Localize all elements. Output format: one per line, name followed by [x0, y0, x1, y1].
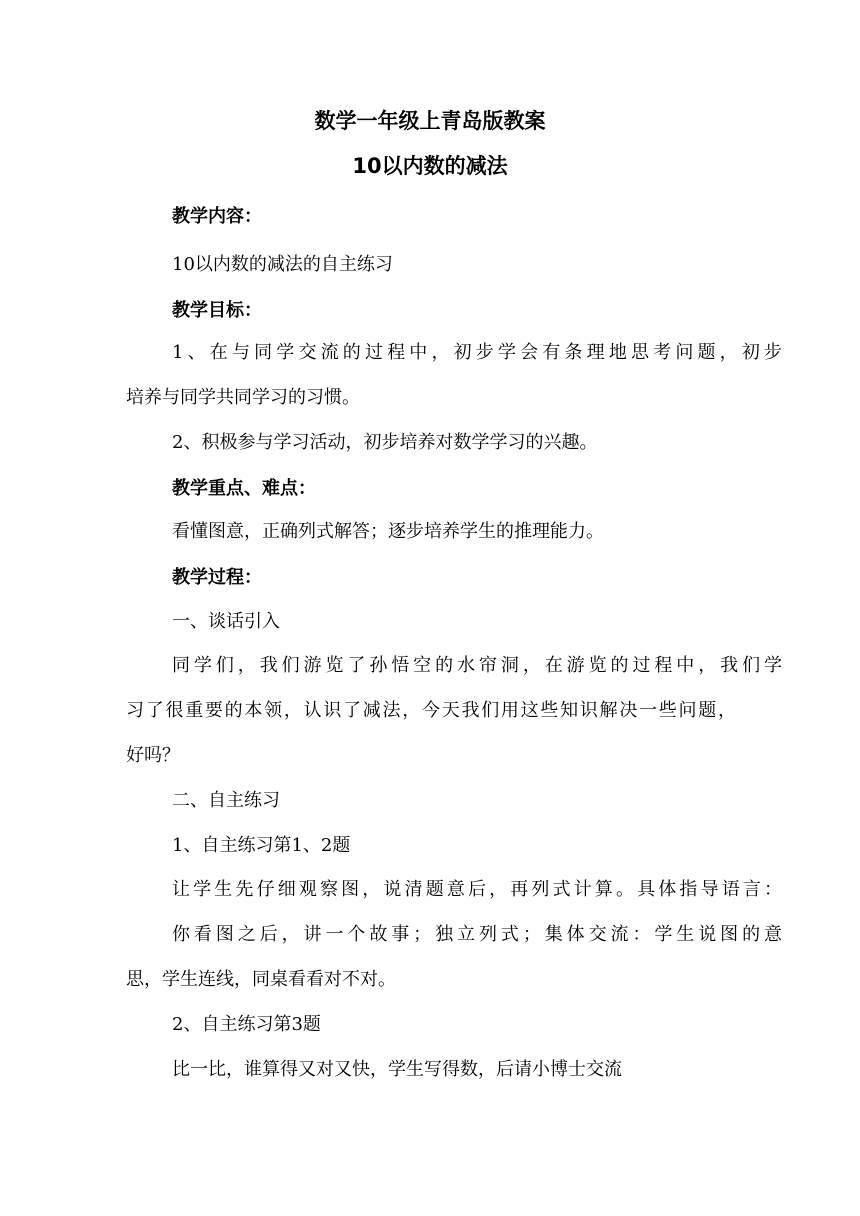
document-title: 数学一年级上青岛版教案: [314, 109, 546, 133]
heading-key-points: 教学重点、难点：: [172, 478, 316, 499]
section-heading: 一、谈话引入: [172, 611, 280, 632]
paragraph-line: 你看图之后，讲一个故事；独立列式；集体交流：学生说图的意: [172, 924, 782, 945]
subsection-heading: 2、自主练习第3题: [172, 1014, 321, 1035]
paragraph-line: 看懂图意，正确列式解答；逐步培养学生的推理能力。: [172, 521, 604, 542]
paragraph-line: 让学生先仔细观察图，说清题意后，再列式计算。具体指导语言：: [172, 879, 782, 900]
paragraph-line: 培养与同学共同学习的习惯。: [126, 387, 360, 408]
paragraph-line: 好吗？: [126, 745, 180, 766]
paragraph-line: 1、在与同学交流的过程中，初步学会有条理地思考问题，初步: [172, 342, 782, 363]
heading-teaching-content: 教学内容：: [172, 206, 262, 227]
paragraph-line: 习了很重要的本领，认识了减法，今天我们用这些知识解决一些问题，: [126, 700, 736, 721]
paragraph-line: 2、积极参与学习活动，初步培养对数学学习的兴趣。: [172, 432, 598, 453]
document-subtitle: 10以内数的减法: [352, 154, 508, 178]
heading-teaching-process: 教学过程：: [172, 567, 262, 588]
paragraph-line: 思，学生连线，同桌看看对不对。: [126, 969, 396, 990]
heading-teaching-goals: 教学目标：: [172, 300, 262, 321]
subsection-heading: 1、自主练习第1、2题: [172, 835, 351, 856]
section-heading: 二、自主练习: [172, 790, 280, 811]
paragraph-line: 比一比，谁算得又对又快，学生写得数，后请小博士交流: [172, 1059, 622, 1080]
paragraph-line: 同学们，我们游览了孙悟空的水帘洞，在游览的过程中，我们学: [172, 655, 782, 676]
paragraph-line: 10以内数的减法的自主练习: [172, 254, 393, 275]
